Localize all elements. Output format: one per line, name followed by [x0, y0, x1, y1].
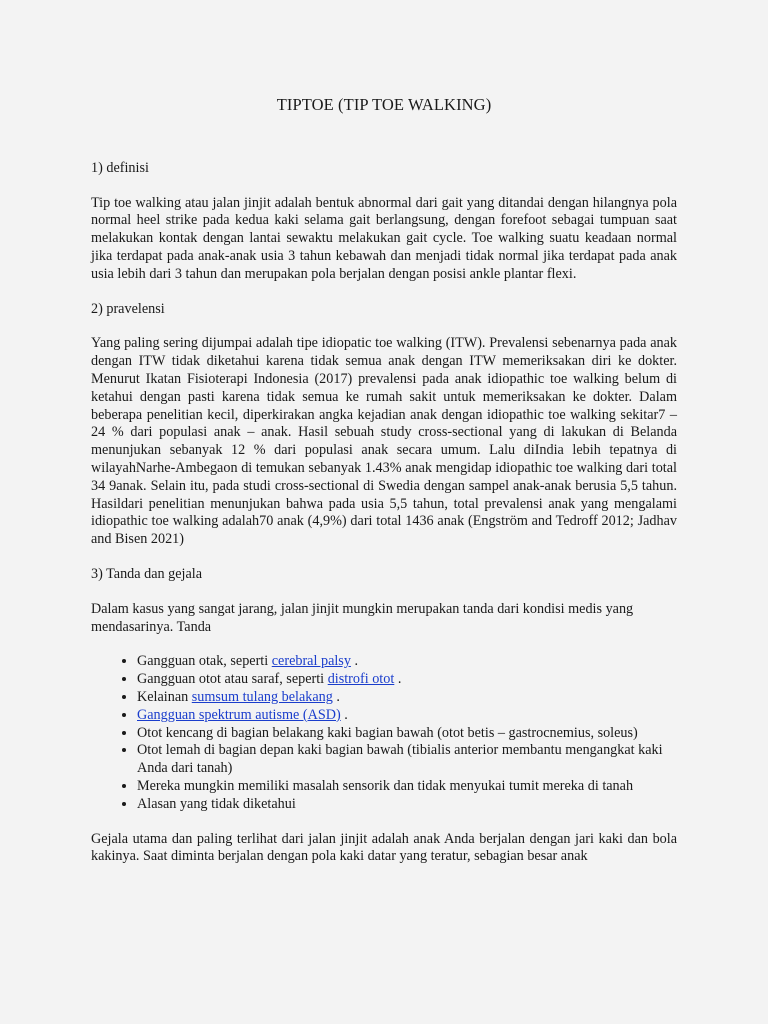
- list-item-text: Otot kencang di bagian belakang kaki bagian bawah (otot betis – gastrocnemius, soleus): [137, 724, 638, 741]
- list-item: [137, 671, 677, 689]
- paragraph-pravelensi: Yang paling sering dijumpai adalah tipe idiopatic toe walking (ITW). Prevalensi sebenarnya pada anak dengan ITW tidak diketahui karena tidak semua anak dengan ITW memeriksakan diri ke dokter. Menurut Ikatan Fisioterapi Indonesia (2017) prevalensi pada anak idiopathic toe walking belum di ketahui dengan pasti karena tidak semua ke rumah sakit untuk memeriksakan ke dokter. Dalam beberapa penelitian kecil, diperkirakan angka kejadian anak dengan idiopathic toe walking sekitar7 – 24 % dari populasi anak – anak. Hasil sebuah study cross-sectional yang di lakukan di Belanda menunjukan sebanyak 12 % dari populasi anak secara umum. Lalu diIndia lebih tepatnya di wilayahNarhe-Ambegaon di temukan sebanyak 1.43% anak mengidap idiopathic toe walking dari total 34 9anak. Selain itu, pada studi cross-sectional di Swedia dengan sampel anak-anak berusia 5,5 tahun. Hasildari penelitian menunjukan bahwa pada usia 5,5 tahun, total prevalensi anak yang mengalami idiopathic toe walking adalah70 anak (4,9%) dari total 1436 anak (Engström and Tedroff 2012; Jadhav and Bisen 2021): [91, 335, 677, 548]
- link-distrofi-otot[interactable]: distrofi otot: [327, 671, 395, 688]
- list-item-text: Otot lemah di bagian depan kaki bagian bawah (tibialis anterior membantu mengangkat kaki Anda dari tanah): [137, 742, 663, 777]
- list-item-text: Gangguan otot atau saraf, seperti: [137, 671, 328, 688]
- link-sumsum-tulang-belakang[interactable]: sumsum tulang belakang: [191, 688, 333, 705]
- document-title: TIPTOE (TIP TOE WALKING): [276, 95, 492, 114]
- list-item: [137, 689, 677, 707]
- list-item-suffix: .: [332, 688, 340, 705]
- link-autisme[interactable]: Gangguan spektrum autisme (ASD): [137, 706, 341, 723]
- list-item: [137, 796, 677, 814]
- list-item-suffix: .: [350, 653, 359, 670]
- link-cerebral-palsy[interactable]: cerebral palsy: [271, 653, 351, 670]
- list-item-text: Kelainan: [137, 688, 192, 705]
- list-item: [137, 742, 677, 778]
- paragraph-tanda-intro: Dalam kasus yang sangat jarang, jalan jinjit mungkin merupakan tanda dari kondisi medis yang mendasarinya. Tanda: [91, 600, 634, 635]
- section-heading-tanda: 3) Tanda dan gejala: [91, 565, 203, 582]
- list-item-text: Gangguan otak, seperti: [137, 653, 272, 670]
- list-item: [137, 725, 677, 743]
- list-item-text: Alasan yang tidak diketahui: [137, 795, 296, 812]
- document-content: [91, 96, 677, 883]
- list-item-suffix: .: [340, 706, 348, 723]
- section-heading-definisi: 1) definisi: [91, 159, 149, 176]
- section-heading-pravelensi: 2) pravelensi: [91, 300, 165, 317]
- list-item: [137, 653, 677, 671]
- list-item-suffix: .: [394, 671, 402, 688]
- signs-list: [91, 653, 677, 813]
- list-item: [137, 707, 677, 725]
- list-item: [137, 778, 677, 796]
- list-item-text: Mereka mungkin memiliki masalah sensorik dan tidak menyukai tumit mereka di tanah: [137, 777, 634, 794]
- paragraph-definisi: Tip toe walking atau jalan jinjit adalah bentuk abnormal dari gait yang ditandai dengan hilangnya pola normal heel strike pada kedua kaki selama gait berlangsung, dengan forefoot sebagai tumpuan saat melakukan kontak dengan lantai sewaktu melakukan gait cycle. Toe walking suatu keadaan normal jika terdapat pada anak-anak usia 3 tahun kebawah dan menjadi tidak normal jika terdapat pada anak usia lebih dari 3 tahun dan merupakan pola berjalan dengan posisi ankle plantar flexi.: [91, 194, 677, 282]
- paragraph-tanda-closing: Gejala utama dan paling terlihat dari jalan jinjit adalah anak Anda berjalan dengan jari kaki dan bola kakinya. Saat diminta berjalan dengan pola kaki datar yang teratur, sebagian besar anak: [91, 830, 677, 865]
